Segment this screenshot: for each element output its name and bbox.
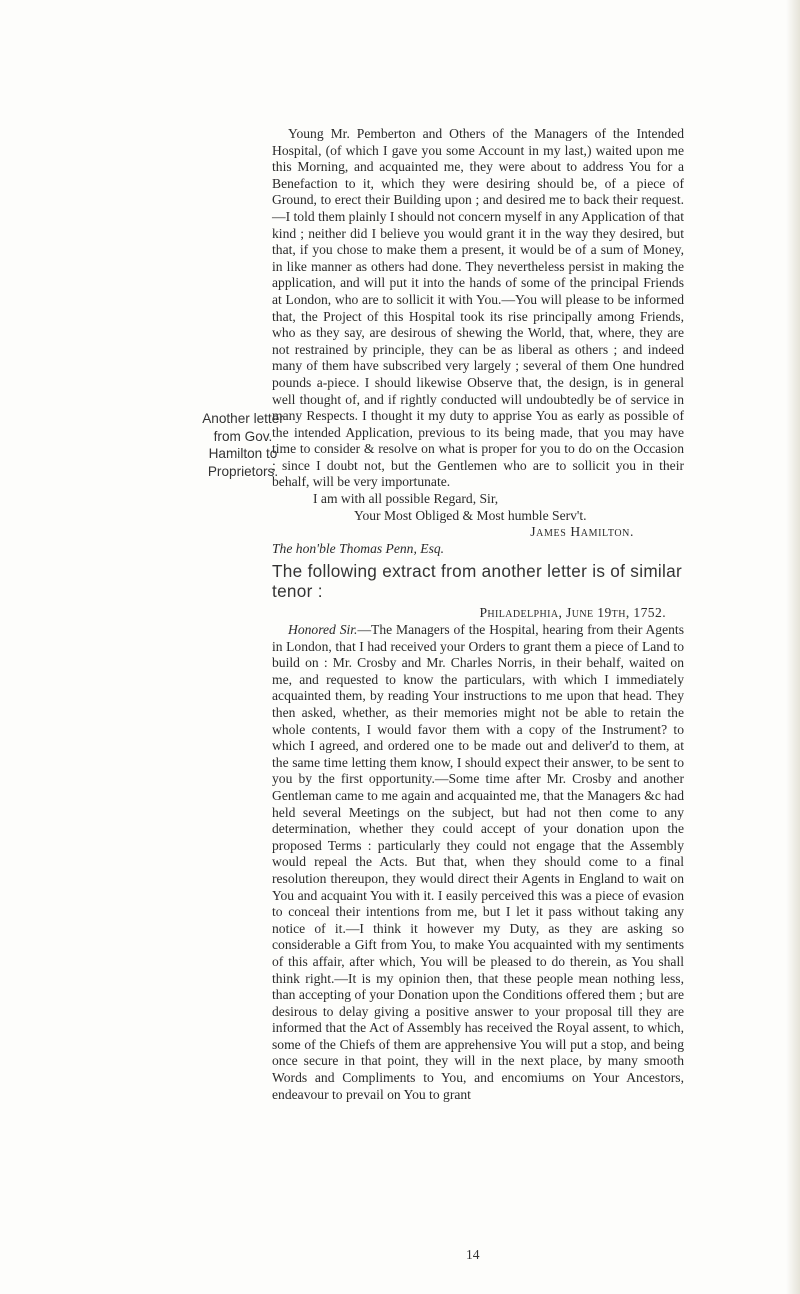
letter2-dateline: Philadelphia, June 19th, 1752.	[479, 605, 666, 621]
letter1-closing-line2: Your Most Obliged & Most humble Serv't.	[354, 507, 587, 523]
margin-note-line: Another letter	[202, 411, 284, 426]
margin-note-line: Proprietors.	[207, 463, 279, 479]
margin-note	[197, 410, 289, 480]
margin-note-line: from Gov.	[213, 428, 273, 444]
letter2-body: —The Managers of the Hospital, hearing from their Agents in London, that I had received your Orders to grant them a piece of Land to build on : Mr. Crosby and Mr. Charles Norris, in their behalf, waited on me, and requested to know the particulars, with which I immediately acquainted them, by reading Your instructions to me upon that head. They then asked, whether, as their memories might not be able to retain the whole contents, I would favor them with a copy of the Instrument? to which I agreed, and ordered one to be made out and deliver'd to them, at the same time letting them know, I should expect their answer, to be sent to you by the first opportunity.—Some time after Mr. Crosby and another Gentleman came to me again and acquainted me, that the Managers &c had held several Meetings on the subject, but had not then come to any determination, whether they could accept of your donation upon the proposed Terms : particularly they could not engage that the Assembly would repeal the Acts. But that, when they should come to a final resolution thereupon, they would direct their Agents in England to wait on You and acquaint You with it. I easily perceived this was a piece of evasion to conceal their intentions from me, but I let it pass without taking any notice of it.—I think it however my Duty, as they are asking so considerable a Gift from You, to make You acquainted with my sentiments of this affair, after which, You will be pleased to do therein, as You shall think right.—It is my opinion then, that these people mean nothing less, than accepting of your Donation upon the Conditions offered them ; but are desirous to delay giving a positive answer to your proposal till they are informed that the Act of Assembly has received the Royal assent, to which, some of the Chiefs of them are apprehensive You will put a stop, and being once secure in that point, they will in the next place, by many smooth Words and Compliments to You, and encomiums on Your Ancestors, endeavour to prevail on You to grant	[272, 622, 684, 1102]
text-column	[272, 126, 684, 1103]
section-heading: The following extract from another letter is of similar tenor :	[272, 561, 683, 602]
letter1-closing: I am with all possible Regard, Sir,	[313, 491, 499, 507]
letter1-addressee: The hon'ble Thomas Penn, Esq.	[272, 540, 445, 556]
margin-note-line: Hamilton to	[208, 446, 278, 461]
letter2-paragraph	[272, 622, 684, 1103]
page-edge-shadow	[786, 0, 800, 1294]
page-number: 14	[466, 1247, 480, 1262]
letter1-paragraph: Young Mr. Pemberton and Others of the Managers of the Intended Hospital, (of which I gave you some Account in my last,) waited upon me this Morning, and acquainted me, they were about to address You for a Benefaction to it, which they were desiring should be, of a piece of Ground, to erect their Building upon ; and desired me to back their request.—I told them plainly I should not concern myself in any Application of that kind ; neither did I believe you would grant it in the way they desired, but that, if you chose to make them a present, it would be of a sum of Money, in like manner as others had done. They nevertheless persist in making the application, and will put it into the hands of some of the principal Friends at London, who are to sollicit it with You.—You will please to be informed that, the Project of this Hospital took its rise principally among Friends, who as they say, are desirous of shewing the World, that, where, they are not restrained by principle, they can be as liberal as others ; and indeed many of them have subscribed very largely ; several of them One hundred pounds a-piece. I should likewise Observe that, the design, is in general well thought of, and if rightly conducted will undoubtedly be of service in many Respects. I thought it my duty to apprise You as early as possible of the intended Application, previous to its being made, that you may have time to consider & resolve on what is proper for you to do on the Occasion ; since I doubt not, but the Gentlemen who are to sollicit you in their behalf, will be very importunate.	[272, 126, 684, 490]
letter2-salutation: Honored Sir.	[288, 622, 358, 638]
letter1-signature: James Hamilton.	[530, 524, 634, 540]
